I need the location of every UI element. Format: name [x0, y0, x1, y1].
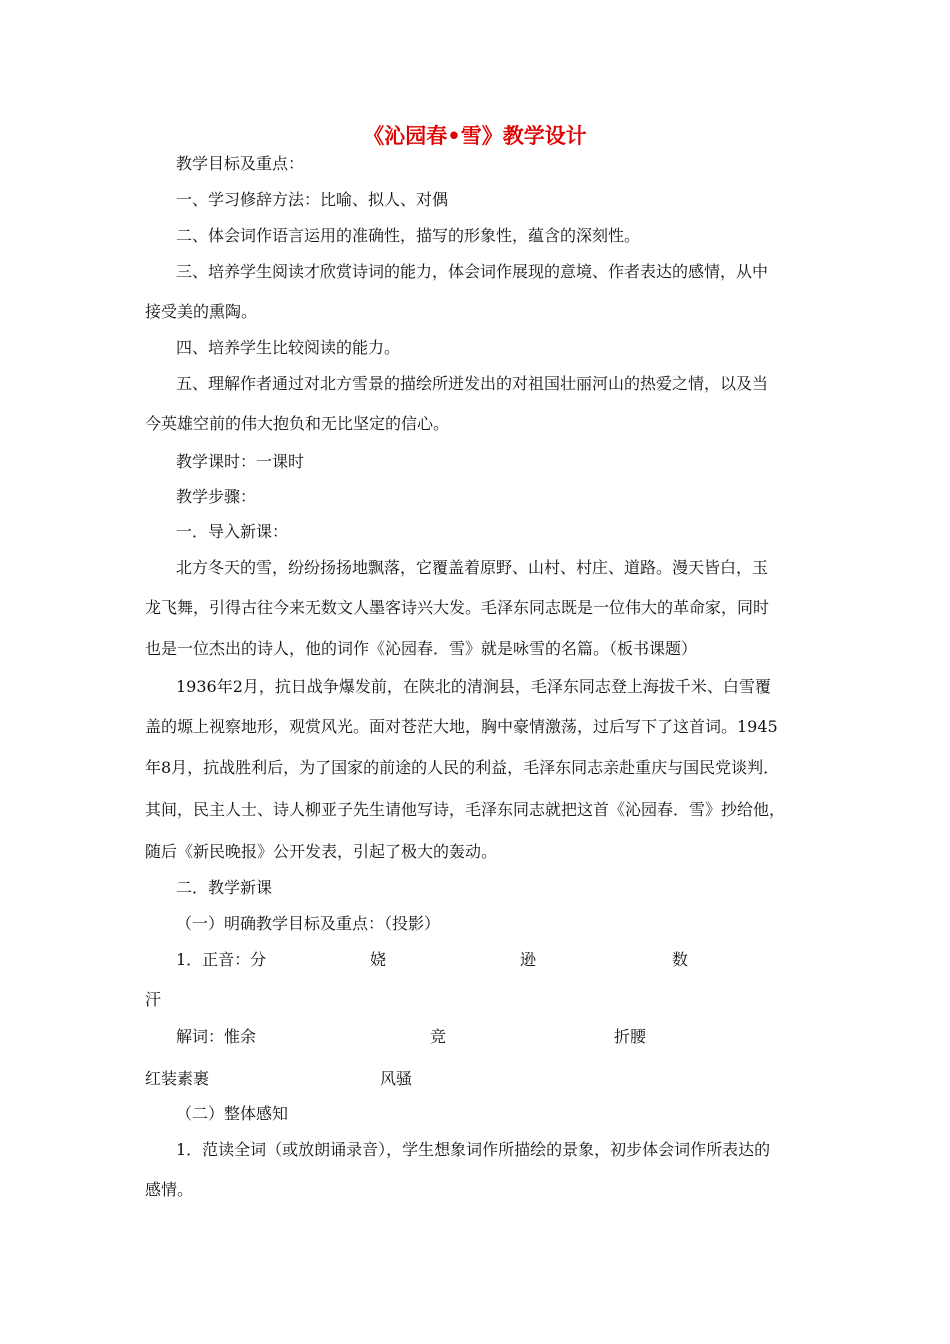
text-line: 1．正音：分 [176, 950, 267, 969]
text-line: 盖的塬上视察地形，观赏风光。面对苍茫大地，胸中豪情激荡，过后写下了这首词。1945 [145, 717, 778, 736]
text-line: 折腰 [614, 1027, 647, 1046]
text-line: 年8月，抗战胜利后，为了国家的前途的人民的利益，毛泽东同志亲赴重庆与国民党谈判． [145, 758, 780, 777]
text-line: 三、培养学生阅读才欣赏诗词的能力，体会词作展现的意境、作者表达的感情，从中 [176, 262, 769, 281]
text-line: 娆 [370, 950, 387, 969]
text-line: （一）明确教学目标及重点：（投影） [176, 914, 441, 933]
text-line: 今英雄空前的伟大抱负和无比坚定的信心。 [145, 414, 450, 433]
text-line: 教学课时：一课时 [176, 452, 305, 471]
text-line: 二．教学新课 [176, 878, 273, 897]
text-line: 北方冬天的雪，纷纷扬扬地飘落，它覆盖着原野、山村、村庄、道路。漫天皆白，玉 [176, 558, 769, 577]
text-line: 五、理解作者通过对北方雪景的描绘所迸发出的对祖国壮丽河山的热爱之情，以及当 [176, 374, 769, 393]
text-line: 一、学习修辞方法：比喻、拟人、对偶 [176, 190, 449, 209]
text-line: 其间，民主人士、诗人柳亚子先生请他写诗，毛泽东同志就把这首《沁园春．雪》抄给他， [145, 800, 786, 819]
text-line: 教学目标及重点： [176, 154, 305, 173]
text-line: 解词：惟余 [176, 1027, 257, 1046]
text-line: 随后《新民晚报》公开发表，引起了极大的轰动。 [145, 842, 498, 861]
text-line: 1．范读全词（或放朗诵录音），学生想象词作所描绘的景象，初步体会词作所表达的 [176, 1140, 771, 1159]
text-line: 四、培养学生比较阅读的能力。 [176, 338, 401, 357]
text-line: 接受美的熏陶。 [145, 302, 258, 321]
text-line: 数 [672, 950, 689, 969]
text-line: 二、体会词作语言运用的准确性，描写的形象性，蕴含的深刻性。 [176, 226, 641, 245]
text-line: 汗 [145, 990, 162, 1009]
document-title: 《沁园春•雪》教学设计 [363, 124, 587, 148]
text-line: 风骚 [380, 1069, 413, 1088]
text-line: 1936年2月，抗日战争爆发前，在陕北的清涧县，毛泽东同志登上海拔千米、白雪覆 [176, 677, 771, 696]
text-line: 红装素裹 [145, 1069, 210, 1088]
text-line: 逊 [520, 950, 537, 969]
text-line: （二）整体感知 [176, 1104, 289, 1123]
text-line: 龙飞舞，引得古往今来无数文人墨客诗兴大发。毛泽东同志既是一位伟大的革命家，同时 [145, 598, 770, 617]
text-line: 感情。 [145, 1180, 194, 1199]
text-line: 教学步骤： [176, 487, 257, 506]
text-line: 竞 [430, 1027, 447, 1046]
text-line: 也是一位杰出的诗人，他的词作《沁园春．雪》就是咏雪的名篇。（板书课题） [145, 639, 698, 658]
text-line: 一．导入新课： [176, 522, 289, 541]
